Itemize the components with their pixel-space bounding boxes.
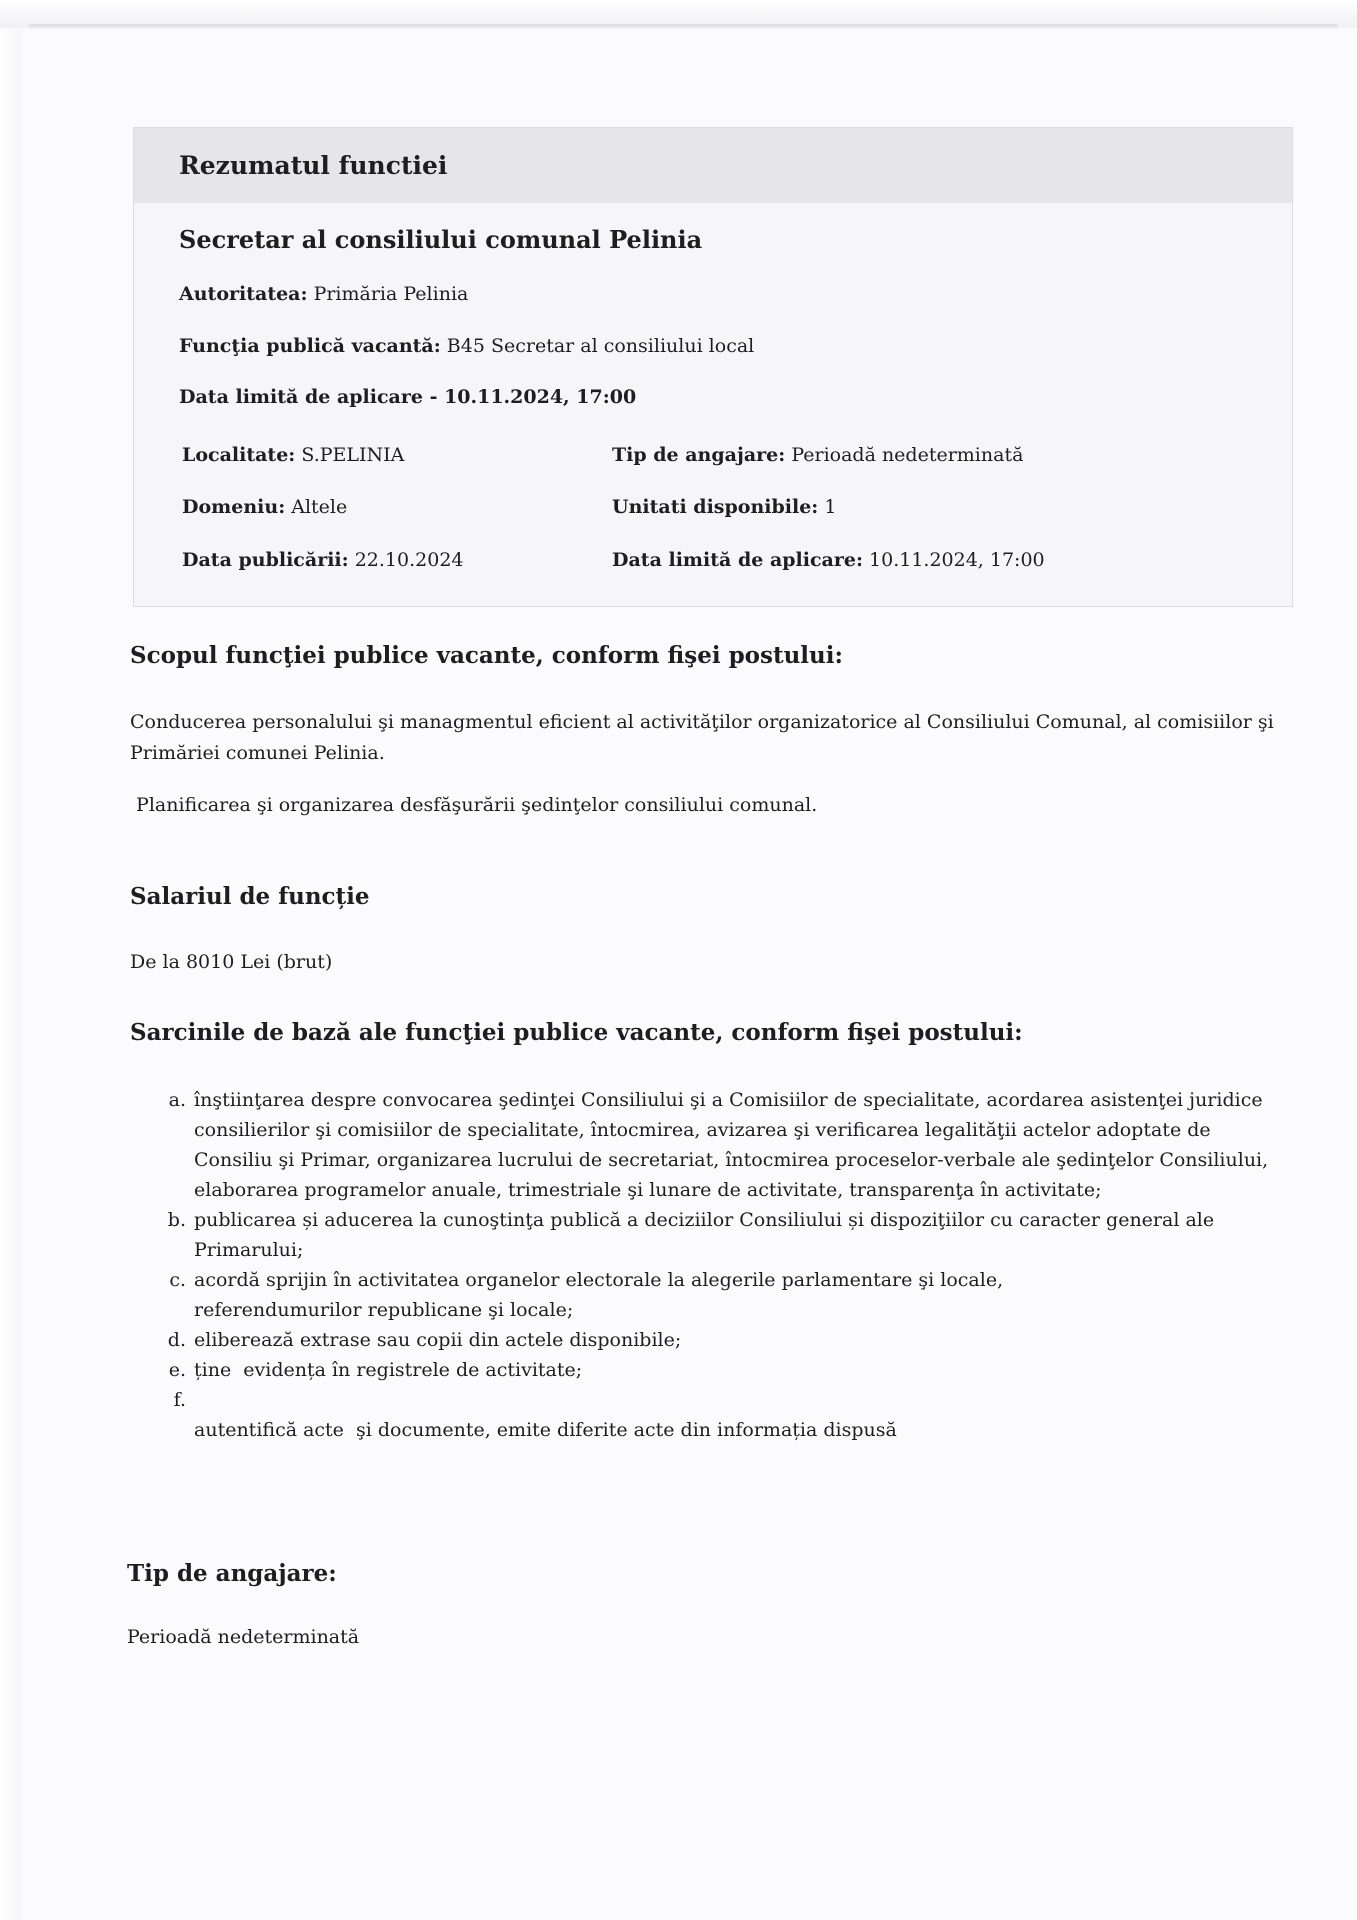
- task-text: eliberează extrase sau copii din actele disponibile;: [194, 1329, 682, 1351]
- scan-edge: [0, 0, 22, 1920]
- summary-header: Rezumatul functiei: [134, 128, 1292, 203]
- application-deadline-label: Data limită de aplicare:: [612, 549, 863, 571]
- domain-field: [182, 496, 347, 518]
- task-marker: a.: [168, 1089, 186, 1111]
- task-item-e: [160, 1355, 1290, 1385]
- purpose-heading: Scopul funcţiei publice vacante, conform fişei postului:: [130, 642, 843, 669]
- employment-value: Perioadă nedeterminată: [127, 1626, 360, 1648]
- locality-field: [182, 444, 404, 466]
- task-marker: d.: [167, 1329, 186, 1351]
- authority-label: Autoritatea:: [179, 283, 308, 305]
- task-marker: e.: [168, 1359, 186, 1381]
- domain-label: Domeniu:: [182, 496, 286, 518]
- job-title: Secretar al consiliului comunal Pelinia: [179, 225, 703, 254]
- task-text: înştiinţarea despre convocarea şedinţei Consiliului şi a Comisiilor de specialitate, acordarea asistenţei juridice consilierilor şi comisiilor de specialitate, întocmirea, avizarea şi verificarea legalităţii actelor adoptate de Consiliu şi Primar, organizarea lucrului de secretariat, întocmirea proceselor-verbale ale şedinţelor Consiliului, elaborarea programelor anuale, trimestriale şi lunare de activitate, transparenţa în activitate;: [194, 1089, 1269, 1201]
- task-text: ține evidența în registrele de activitate;: [194, 1359, 583, 1381]
- task-text: acordă sprijin în activitatea organelor electorale la alegerile parlamentare şi locale, referendumurilor republicane şi locale;: [194, 1269, 1004, 1321]
- vacant-position-label: Funcţia publică vacantă:: [179, 335, 441, 357]
- employment-type-label: Tip de angajare:: [612, 444, 786, 466]
- locality-value: S.PELINIA: [301, 444, 405, 466]
- vacant-position-field: [179, 335, 754, 357]
- publication-date-value: 22.10.2024: [354, 549, 464, 571]
- paper-fold-shadow: [28, 24, 1338, 30]
- job-summary-box: [133, 127, 1293, 607]
- authority-field: [179, 283, 468, 305]
- application-deadline-field: [612, 549, 1045, 571]
- purpose-paragraph-2: Planificarea şi organizarea desfăşurării şedinţelor consiliului comunal.: [130, 794, 818, 816]
- task-marker: f.: [173, 1389, 186, 1411]
- task-item-d: [160, 1325, 1290, 1355]
- task-item-c: [160, 1265, 1290, 1325]
- domain-value: Altele: [291, 496, 348, 518]
- purpose-paragraph-1: Conducerea personalului şi managmentul eficient al activităţilor organizatorice al Consiliului Comunal, al comisiilor şi Primăriei comunei Pelinia.: [130, 711, 1274, 764]
- salary-heading: Salariul de funcție: [130, 883, 370, 910]
- tasks-heading: Sarcinile de bază ale funcţiei publice vacante, conform fişei postului:: [130, 1019, 1023, 1046]
- application-deadline-value: 10.11.2024, 17:00: [869, 549, 1045, 571]
- locality-label: Localitate:: [182, 444, 296, 466]
- units-available-field: [612, 496, 836, 518]
- units-available-label: Unitati disponibile:: [612, 496, 819, 518]
- deadline-line: Data limită de aplicare - 10.11.2024, 17:00: [179, 386, 637, 408]
- task-item-b: [160, 1205, 1290, 1265]
- tasks-list: [160, 1085, 1290, 1445]
- task-item-a: [160, 1085, 1290, 1205]
- vacant-position-value: B45 Secretar al consiliului local: [446, 335, 755, 357]
- task-marker: b.: [167, 1209, 186, 1231]
- salary-value: De la 8010 Lei (brut): [130, 951, 333, 973]
- units-available-value: 1: [824, 496, 837, 518]
- task-text: publicarea și aducerea la cunoştinţa publică a deciziilor Consiliului și dispoziţiilor cu caracter general ale Primarului;: [194, 1209, 1215, 1261]
- task-text: autentifică acte şi documente, emite diferite acte din informația dispusă: [194, 1419, 897, 1441]
- task-marker: c.: [169, 1269, 186, 1291]
- employment-type-field: [612, 444, 1023, 466]
- publication-date-label: Data publicării:: [182, 549, 349, 571]
- employment-heading: Tip de angajare:: [127, 1560, 337, 1587]
- employment-type-value: Perioadă nedeterminată: [791, 444, 1024, 466]
- publication-date-field: [182, 549, 464, 571]
- authority-value: Primăria Pelinia: [313, 283, 469, 305]
- task-item-f: [160, 1385, 1290, 1445]
